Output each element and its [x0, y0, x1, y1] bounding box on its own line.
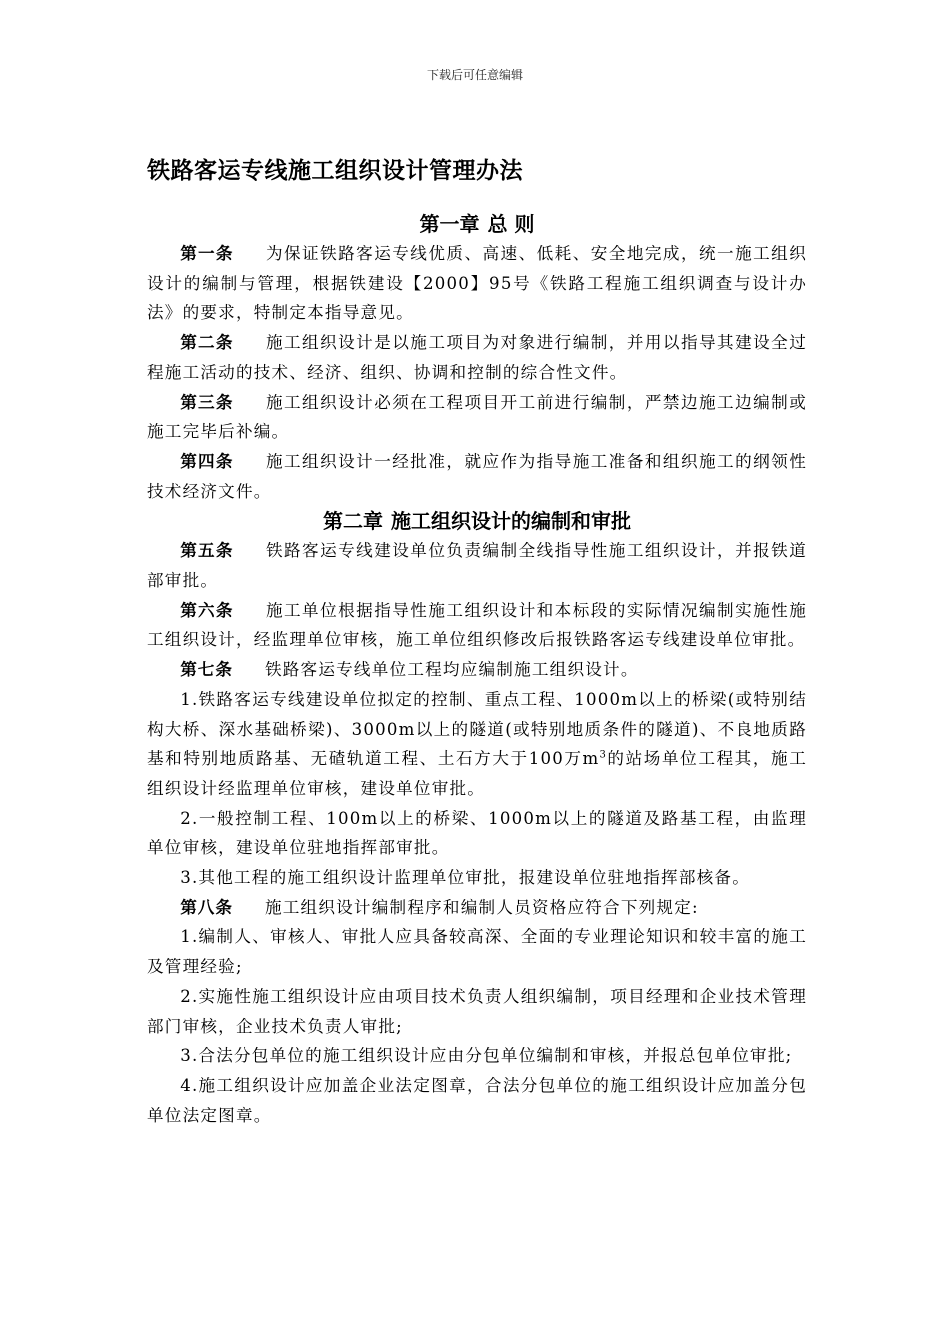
article-5: [147, 536, 807, 595]
chapter-heading-1: [147, 209, 807, 239]
article-label: 第七条: [180, 660, 233, 680]
chapter-number: 第二章: [323, 509, 383, 534]
article-8: [147, 893, 807, 923]
article-2: [147, 328, 807, 387]
article-8-item-1: 1.编制人、审核人、审批人应具备较高深、全面的专业理论知识和较丰富的施工及管理经验;: [147, 927, 807, 977]
article-7: [147, 655, 807, 685]
article-label: 第二条: [180, 333, 234, 353]
article-8-item-2: 2.实施性施工组织设计应由项目技术负责人组织编制，项目经理和企业技术管理部门审核，企业技术负责人审批;: [147, 986, 807, 1036]
chapter-name: 施工组织设计的编制和审批: [391, 509, 631, 534]
article-1: [147, 239, 807, 328]
article-text: 铁路客运专线建设单位负责编制全线指导性施工组织设计，并报铁道部审批。: [147, 541, 808, 591]
article-label: 第五条: [180, 541, 234, 561]
article-label: 第三条: [180, 392, 234, 412]
article-label: 第六条: [180, 600, 234, 620]
article-label: 第一条: [180, 244, 234, 263]
article-8-item-3: 3.合法分包单位的施工组织设计应由分包单位编制和审核，并报总包单位审批;: [180, 1046, 793, 1066]
article-7-item-1: [147, 685, 807, 804]
article-text: 施工组织设计是以施工项目为对象进行编制，并用以指导其建设全过程施工活动的技术、经济、组织、协调和控制的综合性文件。: [147, 333, 808, 382]
document-title: 铁路客运专线施工组织设计管理办法: [147, 158, 523, 184]
article-label: 第八条: [180, 897, 233, 917]
article-text: 铁路客运专线单位工程均应编制施工组织设计。: [264, 660, 639, 680]
article-7-item-2: 2.一般控制工程、100m以上的桥梁、1000m以上的隧道及路基工程，由监理单位审核，建设单位驻地指挥部审批。: [147, 808, 807, 858]
article-text: 施工组织设计编制程序和编制人员资格应符合下列规定:: [264, 897, 699, 917]
header-note: 下载后可任意编辑: [426, 68, 523, 82]
item-text-end: 的站场单位工程其，施工组织设计经监理单位审核，建设单位审批。: [147, 749, 807, 798]
article-8-item-4: 4.施工组织设计应加盖企业法定图章，合法分包单位的施工组织设计应加盖分包单位法定图章。: [147, 1075, 807, 1125]
article-text: 施工组织设计必须在工程项目开工前进行编制，严禁边施工边编制或施工完毕后补编。: [147, 392, 808, 442]
chapter-number: 第一章: [419, 212, 480, 236]
item-text-start: 1.铁路客运专线建设单位拟定的控制、重点工程、1000m以上的桥梁(或特别结构大桥、深水基础桥梁)、3000m以上的隧道(或特别地质条件的隧道)、不良地质路基和特别地质路基、无碴轨道工程、土石方大于100万m: [147, 689, 807, 769]
article-label: 第四条: [180, 451, 234, 471]
article-7-item-3: 3.其他工程的施工组织设计监理单位审批，报建设单位驻地指挥部核备。: [180, 868, 751, 888]
article-text: 为保证铁路客运专线优质、高速、低耗、安全地完成，统一施工组织设计的编制与管理，根据铁建设【2000】95号《铁路工程施工组织调查与设计办法》的要求，特制定本指导意见。: [147, 244, 808, 323]
chapter-name: 总 则: [487, 212, 535, 236]
superscript-3: 3: [599, 749, 608, 761]
article-text: 施工单位根据指导性施工组织设计和本标段的实际情况编制实施性施工组织设计，经监理单位审核，施工单位组织修改后报铁路客运专线建设单位审批。: [147, 600, 808, 650]
article-3: [147, 388, 807, 447]
document-body: [147, 209, 807, 1130]
chapter-heading-2: [147, 506, 807, 536]
article-6: [147, 596, 807, 655]
article-4: [147, 447, 807, 506]
article-text: 施工组织设计一经批准，就应作为指导施工准备和组织施工的纲领性技术经济文件。: [147, 451, 808, 501]
